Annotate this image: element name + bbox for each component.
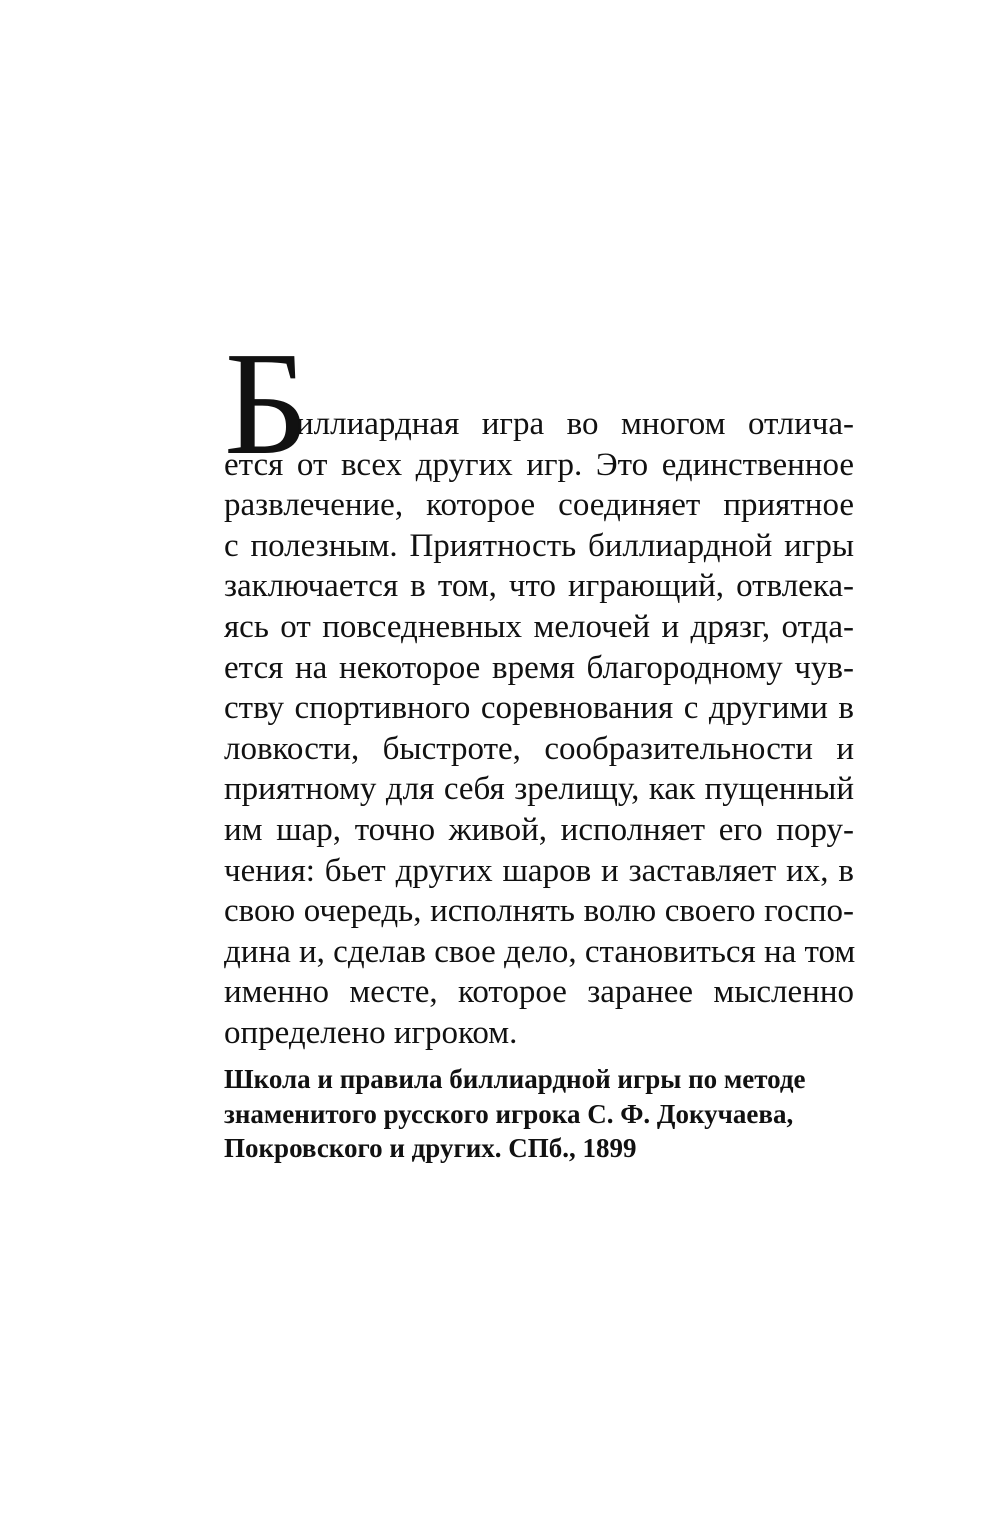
epigraph-line: с полезным. Приятность биллиардной игры [224, 527, 854, 564]
epigraph-line: чения: бьет других шаров и заставляет их, в [224, 852, 854, 889]
epigraph-line: им шар, точно живой, исполняет его пору- [224, 811, 854, 848]
epigraph-line: ясь от повседневных мелочей и дрязг, отда- [224, 608, 854, 645]
source-line: Покровского и других. СПб., 1899 [224, 1133, 637, 1163]
epigraph-line: ется от всех других игр. Это единственное [224, 446, 854, 483]
epigraph-line: иллиардная игра во многом отлича- [296, 406, 854, 442]
epigraph-line: ется на некоторое время благородному чув- [224, 649, 854, 686]
source-line: Школа и правила биллиардной игры по методе [224, 1064, 806, 1094]
epigraph-line: ству спортивного соревнования с другими в [224, 690, 854, 727]
drop-cap: Б [224, 322, 309, 486]
epigraph-text [224, 404, 854, 1054]
epigraph-line: развлечение, которое соединяет приятное [224, 487, 854, 524]
epigraph-line: приятному для себя зрелищу, как пущенный [224, 771, 854, 808]
source-line: знаменитого русского игрока С. Ф. Докучаева, [224, 1098, 794, 1129]
epigraph-line: определено игроком. [224, 1014, 518, 1051]
source-attribution [224, 1062, 844, 1166]
epigraph-line: ловкости, быстроте, сообразительности и [224, 730, 854, 767]
epigraph-line: свою очередь, исполнять волю своего госпо- [224, 893, 854, 930]
epigraph-line: заключается в том, что играющий, отвлека- [224, 568, 854, 605]
epigraph-line: именно месте, которое заранее мысленно [224, 974, 854, 1011]
epigraph-line: дина и, сделав свое дело, становиться на том [224, 933, 856, 970]
